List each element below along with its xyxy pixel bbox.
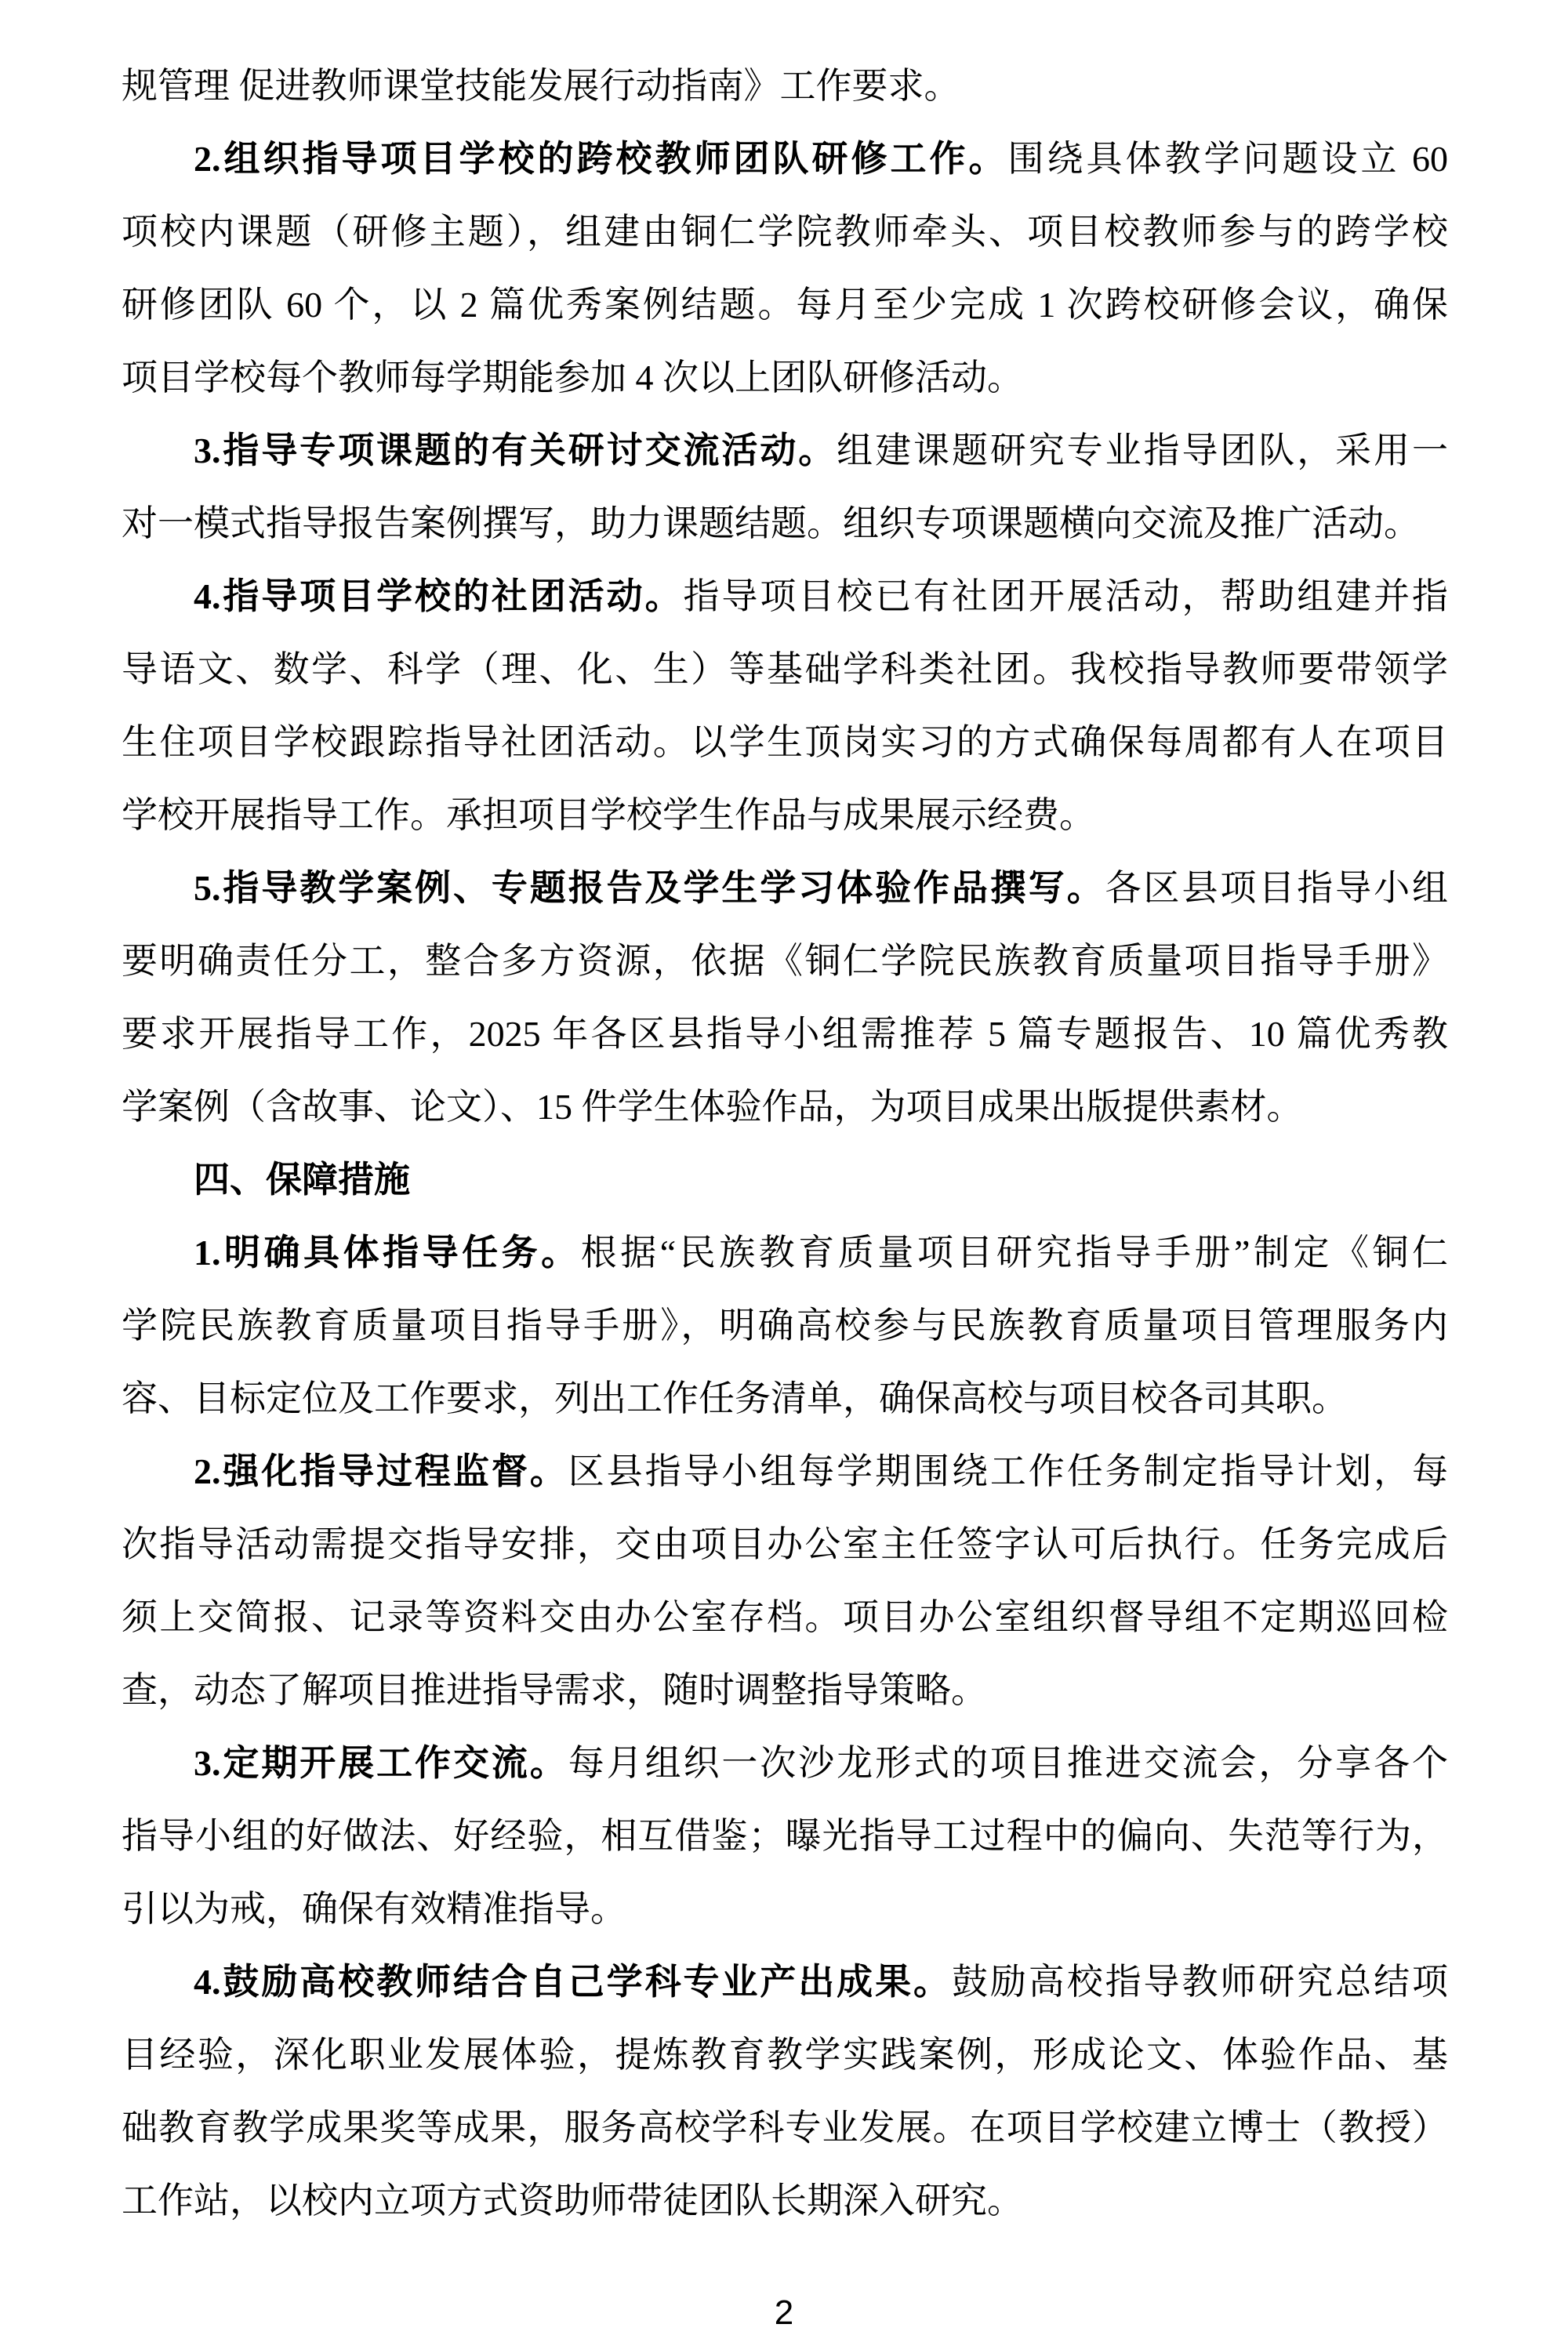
text-line xyxy=(122,1581,1448,1654)
text-line xyxy=(122,2091,1448,2164)
document-body xyxy=(122,49,1448,2237)
line-text: 各区县项目指导小组 xyxy=(1105,868,1448,908)
line-text: 组建课题研究专业指导团队，采用一 xyxy=(837,430,1448,470)
text-line xyxy=(122,49,1448,122)
page-number: 2 xyxy=(774,2293,794,2332)
line-text: 四、保障措施 xyxy=(194,1159,410,1200)
text-line xyxy=(122,1289,1448,1362)
text-line xyxy=(122,1727,1448,1799)
line-text: 项目学校每个教师每学期能参加 4 次以上团队研修活动。 xyxy=(122,358,1023,398)
line-text: 容、目标定位及工作要求，列出工作任务清单，确保高校与项目校各司其职。 xyxy=(122,1378,1348,1418)
paragraph-lead-bold: 1.明确具体指导任务。 xyxy=(194,1233,581,1273)
text-line xyxy=(122,487,1448,560)
line-text: 引以为戒，确保有效精准指导。 xyxy=(122,1889,626,1929)
line-text: 要明确责任分工，整合多方资源，依据《铜仁学院民族教育质量项目指导手册》 xyxy=(122,941,1448,981)
text-line xyxy=(122,924,1448,997)
line-text: 须上交简报、记录等资料交由办公室存档。项目办公室组织督导组不定期巡回检 xyxy=(122,1597,1448,1637)
text-line xyxy=(122,195,1448,268)
text-line xyxy=(122,706,1448,779)
paragraph-lead-bold: 4.指导项目学校的社团活动。 xyxy=(194,576,684,616)
text-line xyxy=(122,268,1448,341)
line-text: 指导小组的好做法、好经验，相互借鉴；曝光指导工过程中的偏向、失范等行为， xyxy=(122,1816,1448,1856)
line-text: 学校开展指导工作。承担项目学校学生作品与成果展示经费。 xyxy=(122,795,1095,835)
text-line xyxy=(122,1508,1448,1581)
paragraph-lead-bold: 3.指导专项课题的有关研讨交流活动。 xyxy=(194,430,837,470)
line-text: 导语文、数学、科学（理、化、生）等基础学科类社团。我校指导教师要带领学 xyxy=(122,649,1448,689)
line-text: 要求开展指导工作，2025 年各区县指导小组需推荐 5 篇专题报告、10 篇优秀教 xyxy=(122,1014,1448,1054)
line-text: 础教育教学成果奖等成果，服务高校学科专业发展。在项目学校建立博士（教授） xyxy=(122,2108,1448,2148)
line-text: 鼓励高校指导教师研究总结项 xyxy=(951,1962,1448,2002)
text-line xyxy=(122,1362,1448,1435)
text-line xyxy=(122,1872,1448,1945)
text-line xyxy=(122,1799,1448,1872)
line-text: 工作站，以校内立项方式资助师带徒团队长期深入研究。 xyxy=(122,2181,1023,2221)
text-line xyxy=(122,1216,1448,1289)
section-heading xyxy=(122,1143,1448,1216)
text-line xyxy=(122,1070,1448,1143)
text-line xyxy=(122,852,1448,924)
text-line xyxy=(122,1654,1448,1727)
line-text: 规管理 促进教师课堂技能发展行动指南》工作要求。 xyxy=(122,66,960,106)
text-line xyxy=(122,779,1448,852)
line-text: 区县指导小组每学期围绕工作任务制定指导计划，每 xyxy=(568,1451,1448,1491)
text-line xyxy=(122,414,1448,487)
paragraph-lead-bold: 2.组织指导项目学校的跨校教师团队研修工作。 xyxy=(194,139,1008,179)
line-text: 学案例（含故事、论文）、15 件学生体验作品，为项目成果出版提供素材。 xyxy=(122,1087,1303,1127)
paragraph-lead-bold: 5.指导教学案例、专题报告及学生学习体验作品撰写。 xyxy=(194,868,1105,908)
line-text: 项校内课题（研修主题），组建由铜仁学院教师牵头、项目校教师参与的跨学校 xyxy=(122,212,1448,252)
line-text: 根据“民族教育质量项目研究指导手册”制定《铜仁 xyxy=(580,1233,1449,1273)
paragraph-lead-bold: 4.鼓励高校教师结合自己学科专业产出成果。 xyxy=(194,1962,952,2002)
line-text: 研修团队 60 个，以 2 篇优秀案例结题。每月至少完成 1 次跨校研修会议，确保 xyxy=(122,285,1448,325)
line-text: 次指导活动需提交指导安排，交由项目办公室主任签字认可后执行。任务完成后 xyxy=(122,1524,1448,1564)
text-line xyxy=(122,633,1448,706)
line-text: 生住项目学校跟踪指导社团活动。以学生顶岗实习的方式确保每周都有人在项目 xyxy=(122,722,1448,762)
line-text: 目经验，深化职业发展体验，提炼教育教学实践案例，形成论文、体验作品、基 xyxy=(122,2035,1448,2075)
text-line xyxy=(122,997,1448,1070)
text-line xyxy=(122,1435,1448,1508)
line-text: 查，动态了解项目推进指导需求，随时调整指导策略。 xyxy=(122,1670,987,1710)
line-text: 围绕具体教学问题设立 60 xyxy=(1007,139,1448,179)
paragraph-lead-bold: 2.强化指导过程监督。 xyxy=(194,1451,568,1491)
paragraph-lead-bold: 3.定期开展工作交流。 xyxy=(194,1743,568,1783)
line-text: 学院民族教育质量项目指导手册》，明确高校参与民族教育质量项目管理服务内 xyxy=(122,1305,1448,1345)
text-line xyxy=(122,560,1448,633)
text-line xyxy=(122,2164,1448,2237)
text-line xyxy=(122,341,1448,414)
text-line xyxy=(122,122,1448,195)
page-footer xyxy=(0,2291,1568,2335)
line-text: 指导项目校已有社团开展活动，帮助组建并指 xyxy=(683,576,1448,616)
text-line xyxy=(122,1945,1448,2018)
line-text: 每月组织一次沙龙形式的项目推进交流会，分享各个 xyxy=(568,1743,1448,1783)
text-line xyxy=(122,2018,1448,2091)
line-text: 对一模式指导报告案例撰写，助力课题结题。组织专项课题横向交流及推广活动。 xyxy=(122,503,1420,543)
